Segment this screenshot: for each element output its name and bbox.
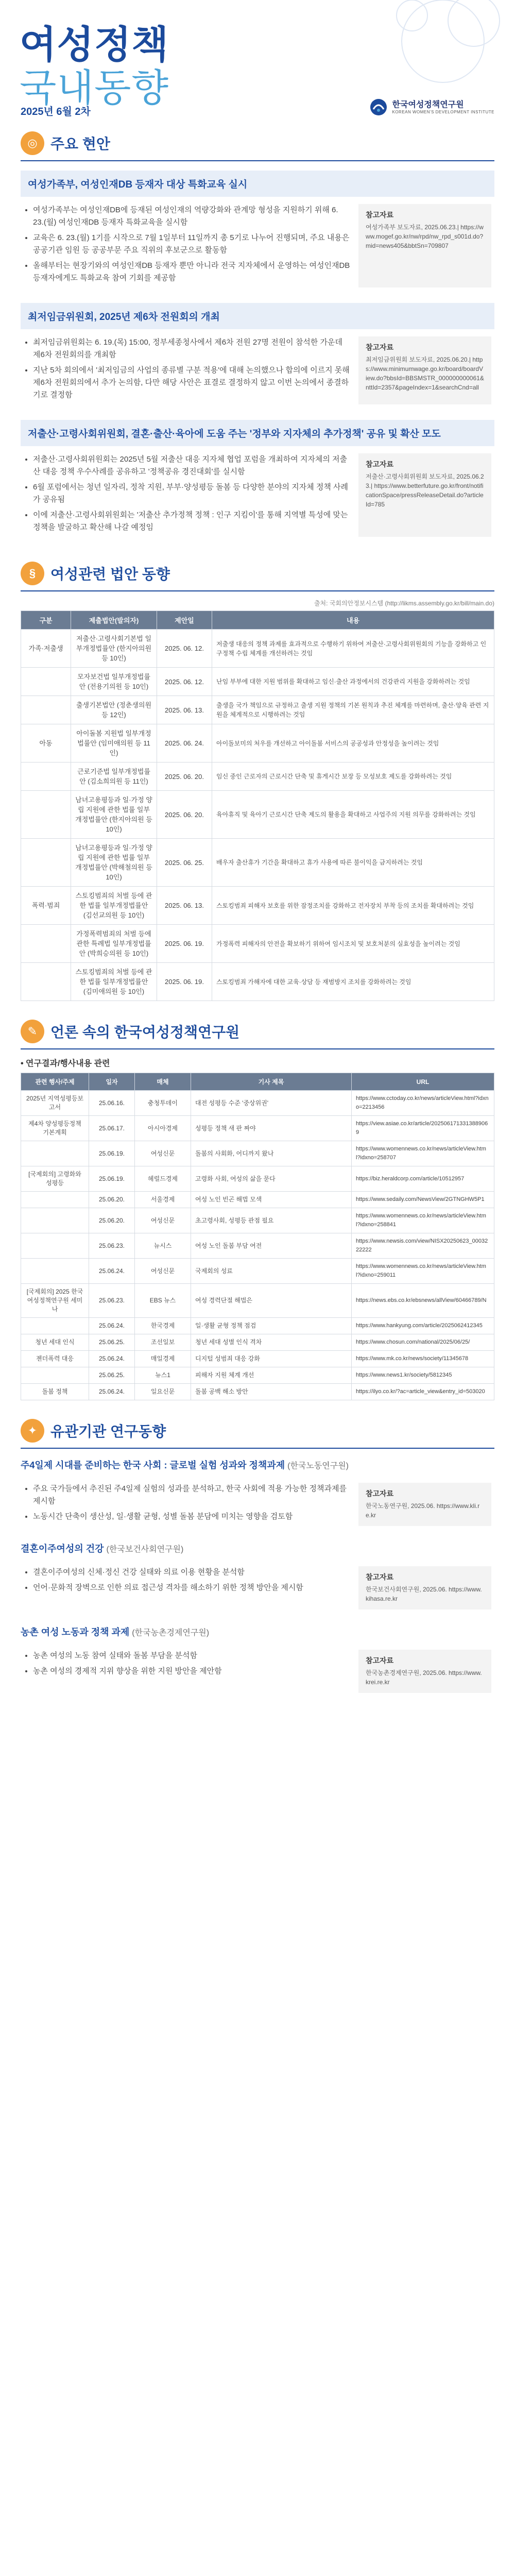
media-article-title: 청년 세대 성별 인식 격차 bbox=[191, 1334, 352, 1351]
law-bill: 근로기준법 일부개정법률안 (김소희의원 등 11인) bbox=[71, 762, 157, 791]
research-title-text: 주4일제 시대를 준비하는 한국 사회 : 글로벌 실험 성과와 정책과제 bbox=[21, 1460, 285, 1470]
law-bill: 모자보건법 일부개정법률안 (전용기의원 등 10인) bbox=[71, 668, 157, 696]
section-title: 언론 속의 한국여성정책연구원 bbox=[50, 1024, 240, 1040]
media-date: 25.06.23. bbox=[89, 1233, 135, 1259]
section-header-issues bbox=[21, 131, 494, 161]
research-item bbox=[21, 1541, 494, 1616]
law-row bbox=[21, 762, 494, 791]
media-outlet: 여성신문 bbox=[135, 1141, 191, 1166]
media-article-link[interactable]: https://www.chosun.com/national/2025/06/25/ bbox=[352, 1334, 494, 1351]
reference-link[interactable]: 여성가족부 보도자료, 2025.06.23.| https://www.mogef.go.kr/nw/rpd/nw_rpd_s001d.do?mid=news405&bbtSn=709807 bbox=[366, 224, 484, 249]
media-article-link[interactable]: https://ilyo.co.kr/?ac=article_view&entry_id=503020 bbox=[352, 1384, 494, 1400]
media-article-title: 여성 경력단절 해법은 bbox=[191, 1284, 352, 1318]
law-date: 2025. 06. 25. bbox=[157, 839, 212, 887]
reference-title: 참고자료 bbox=[366, 343, 394, 351]
law-bill: 출생기본법안 (정춘생의원 등 12인) bbox=[71, 696, 157, 724]
news-bullet: • 올해부터는 현장기와의 여성인재DB 등재자 뿐만 아니라 전국 지자체에서 운영하는 여성인재DB 등재자에게도 특화교육 참여 기회를 제공함 bbox=[33, 260, 350, 284]
media-date: 25.06.20. bbox=[89, 1192, 135, 1208]
reference-box bbox=[358, 1483, 491, 1526]
section-header-research bbox=[21, 1419, 494, 1449]
media-row bbox=[21, 1318, 494, 1334]
news-text bbox=[24, 453, 350, 537]
media-table-wrap bbox=[21, 1057, 494, 1400]
law-bill: 가정폭력범죄의 처벌 등에 관한 특례법 일부개정법률안 (박희승의원 등 10인) bbox=[71, 925, 157, 963]
media-article-title: 돌봄의 사회화, 어디까지 왔나 bbox=[191, 1141, 352, 1166]
law-row bbox=[21, 791, 494, 839]
media-article-title: 성평등 정책 새 판 짜야 bbox=[191, 1116, 352, 1141]
law-row bbox=[21, 925, 494, 963]
law-row bbox=[21, 887, 494, 925]
media-article-title: 고령화 사회, 여성의 삶을 묻다 bbox=[191, 1166, 352, 1192]
media-topic bbox=[21, 1233, 89, 1259]
reference-title: 참고자료 bbox=[366, 1489, 394, 1498]
news-bullet: • 최저임금위원회는 6. 19.(목) 15:00, 정부세종청사에서 제6차 전원 27명 전원이 참석한 가운데 제6차 전원회의를 개최함 bbox=[33, 336, 350, 361]
research-title bbox=[21, 1458, 494, 1471]
law-category bbox=[21, 668, 71, 696]
media-outlet: EBS 뉴스 bbox=[135, 1284, 191, 1318]
research-body bbox=[21, 1642, 494, 1699]
media-row bbox=[21, 1208, 494, 1233]
news-body bbox=[21, 329, 494, 411]
media-row bbox=[21, 1233, 494, 1259]
media-row bbox=[21, 1116, 494, 1141]
media-date: 25.06.25. bbox=[89, 1334, 135, 1351]
masthead bbox=[0, 0, 515, 116]
law-content: 저출생 대응의 정책 과제를 효과적으로 수행하기 위하여 저출산·고령사회위원회의 기능을 강화하고 인구정책 수립 체계를 개선하려는 것임 bbox=[212, 630, 494, 668]
law-date: 2025. 06. 20. bbox=[157, 762, 212, 791]
research-text bbox=[24, 1483, 350, 1526]
media-topic bbox=[21, 1318, 89, 1334]
news-text bbox=[24, 336, 350, 404]
media-table bbox=[21, 1073, 494, 1400]
media-topic: 청년 세대 인식 bbox=[21, 1334, 89, 1351]
research-text bbox=[24, 1650, 350, 1693]
media-outlet: 여성신문 bbox=[135, 1208, 191, 1233]
media-date: 25.06.20. bbox=[89, 1208, 135, 1233]
org-logo-icon bbox=[369, 98, 388, 116]
media-row bbox=[21, 1192, 494, 1208]
reference-title: 참고자료 bbox=[366, 1573, 394, 1581]
research-bullets bbox=[24, 1566, 350, 1594]
law-row bbox=[21, 696, 494, 724]
media-article-link[interactable]: https://news.ebs.co.kr/ebsnews/allView/60466789/N bbox=[352, 1284, 494, 1318]
media-outlet: 조선일보 bbox=[135, 1334, 191, 1351]
media-date: 25.06.23. bbox=[89, 1284, 135, 1318]
reference-box bbox=[358, 204, 491, 287]
law-category bbox=[21, 963, 71, 1001]
media-date: 25.06.19. bbox=[89, 1141, 135, 1166]
media-article-link[interactable]: https://www.womennews.co.kr/news/articleView.html?idxno=259011 bbox=[352, 1259, 494, 1284]
research-bullet: • 결혼이주여성의 신체·정신 건강 실태와 의료 이용 현황을 분석함 bbox=[33, 1566, 350, 1579]
law-content: 배우자 출산휴가 기간을 확대하고 휴가 사용에 따른 불이익을 금지하려는 것임 bbox=[212, 839, 494, 887]
media-outlet: 매일경제 bbox=[135, 1351, 191, 1367]
media-article-title: 대전 성평등 수준 '중상위권' bbox=[191, 1091, 352, 1116]
news-bullets bbox=[24, 336, 350, 401]
issue-date: 2025년 6월 2차 bbox=[21, 106, 91, 117]
news-bullet: • 여성가족부는 여성인재DB에 등재된 여성인재의 역량강화와 관계망 형성을 지원하기 위해 6. 23.(월) 여성인재DB 등재자 특화교육을 실시함 bbox=[33, 204, 350, 229]
law-header-content: 내용 bbox=[212, 611, 494, 630]
research-title-text: 농촌 여성 노동과 정책 과제 bbox=[21, 1627, 130, 1637]
law-header-category: 구분 bbox=[21, 611, 71, 630]
law-category bbox=[21, 696, 71, 724]
reference-title: 참고자료 bbox=[366, 1656, 394, 1665]
reference-link[interactable]: 한국보건사회연구원, 2025.06. https://www.kihasa.re.kr bbox=[366, 1586, 482, 1602]
news-title: 여성가족부, 여성인재DB 등재자 대상 특화교육 실시 bbox=[21, 171, 494, 197]
reference-box bbox=[358, 1566, 491, 1609]
media-outlet: 충청투데이 bbox=[135, 1091, 191, 1116]
law-row bbox=[21, 630, 494, 668]
media-date: 25.06.24. bbox=[89, 1351, 135, 1367]
law-content: 아이돌보미의 처우를 개선하고 아이돌봄 서비스의 공공성과 안정성을 높이려는 것임 bbox=[212, 724, 494, 762]
media-article-link[interactable]: https://www.hankyung.com/article/2025062412345 bbox=[352, 1318, 494, 1334]
law-category bbox=[21, 762, 71, 791]
research-body bbox=[21, 1476, 494, 1532]
law-category: 폭력·범죄 bbox=[21, 887, 71, 925]
newsletter-title-line1: 여성정책 bbox=[20, 23, 169, 66]
media-topic: 2025년 지역성평등보고서 bbox=[21, 1091, 89, 1116]
media-header-date: 일자 bbox=[89, 1073, 135, 1091]
news-bullet: • 지난 5차 회의에서 '최저임금의 사업의 종류별 구분 적용'에 대해 논의했으나 합의에 이르지 못해 제6차 전원회의에서 추가 논의함, 다만 해당 사안은 표결로 결정하지 않고 이번 논의에서 종결하기로 결정함 bbox=[33, 364, 350, 401]
media-article-link[interactable]: https://www.newsis.com/view/NISX20250623_0003222222 bbox=[352, 1233, 494, 1259]
section-header-media bbox=[21, 1020, 494, 1049]
media-topic bbox=[21, 1208, 89, 1233]
section-header-law bbox=[21, 562, 494, 591]
law-content: 스토킹범죄 가해자에 대한 교육·상담 등 재범방지 조치를 강화하려는 것임 bbox=[212, 963, 494, 1001]
law-row bbox=[21, 668, 494, 696]
media-article-link[interactable]: https://view.asiae.co.kr/article/2025061713313889069 bbox=[352, 1116, 494, 1141]
media-date: 25.06.25. bbox=[89, 1367, 135, 1384]
media-row bbox=[21, 1141, 494, 1166]
media-topic: [국제회의] 2025 한국여성정책연구원 세미나 bbox=[21, 1284, 89, 1318]
media-row bbox=[21, 1259, 494, 1284]
law-content: 난임 부부에 대한 지원 범위를 확대하고 임신·출산 과정에서의 건강관리 지원을 강화하려는 것임 bbox=[212, 668, 494, 696]
research-item bbox=[21, 1458, 494, 1532]
news-title: 저출산·고령사회위원회, 결혼·출산·육아에 도움 주는 '정부와 지자체의 추가정책' 공유 및 확산 모도 bbox=[21, 420, 494, 446]
law-content: 가정폭력 피해자의 안전을 확보하기 위하여 임시조치 및 보호처분의 실효성을 높이려는 것임 bbox=[212, 925, 494, 963]
law-header-date: 제안일 bbox=[157, 611, 212, 630]
research-text bbox=[24, 1566, 350, 1609]
media-outlet: 서울경제 bbox=[135, 1192, 191, 1208]
law-source-note: 출처: 국회의안정보시스템 (http://likms.assembly.go.kr/bill/main.do) bbox=[314, 600, 494, 607]
research-bullet: • 언어·문화적 장벽으로 인한 의료 접근성 격차를 해소하기 위한 정책 방안을 제시함 bbox=[33, 1582, 350, 1594]
section-icon: ◎ bbox=[21, 131, 44, 155]
news-bullet: • 교육은 6. 23.(월) 1기를 시작으로 7월 1일부터 11일까지 총 5기로 나누어 진행되며, 주요 내용은 공공기관 임원 등 공공부문 주요 직위의 후보군으로 활동함 bbox=[33, 232, 350, 257]
research-body bbox=[21, 1559, 494, 1616]
research-bullets bbox=[24, 1650, 350, 1677]
research-bullet: • 주요 국가들에서 추진된 주4일제 실험의 성과를 분석하고, 한국 사회에 적용 가능한 정책과제를 제시함 bbox=[33, 1483, 350, 1507]
media-topic: 젠더폭력 대응 bbox=[21, 1351, 89, 1367]
media-date: 25.06.16. bbox=[89, 1091, 135, 1116]
media-outlet: 한국경제 bbox=[135, 1318, 191, 1334]
law-bill: 스토킹범죄의 처벌 등에 관한 법률 일부개정법률안 (김미애의원 등 10인) bbox=[71, 963, 157, 1001]
law-category bbox=[21, 791, 71, 839]
news-item bbox=[21, 420, 494, 543]
law-bill: 아이돌봄 지원법 일부개정법률안 (임미애의원 등 11인) bbox=[71, 724, 157, 762]
research-title bbox=[21, 1625, 494, 1638]
section-title: 주요 현안 bbox=[50, 136, 110, 152]
law-date: 2025. 06. 19. bbox=[157, 925, 212, 963]
law-bill: 남녀고용평등과 일·가정 양립 지원에 관한 법률 일부개정법률안 (한지아의원 등 10인) bbox=[71, 791, 157, 839]
media-article-link[interactable]: https://www.cctoday.co.kr/news/articleView.html?idxno=2213456 bbox=[352, 1091, 494, 1116]
media-row bbox=[21, 1166, 494, 1192]
news-body bbox=[21, 446, 494, 543]
reference-link[interactable]: 최저임금위원회 보도자료, 2025.06.20.| https://www.minimumwage.go.kr/board/boardView.do?bbsId=BBSMSTR_000000000061&nttId=2357&pageIndex=1&searchCnd=all bbox=[366, 356, 484, 391]
section-icon: § bbox=[21, 562, 44, 585]
section-title: 여성관련 법안 동향 bbox=[50, 566, 170, 582]
research-bullets bbox=[24, 1483, 350, 1523]
media-topic: 돌봄 정책 bbox=[21, 1384, 89, 1400]
media-outlet: 헤럴드경제 bbox=[135, 1166, 191, 1192]
research-org: (한국노동연구원) bbox=[287, 1462, 349, 1470]
media-article-title: 디지털 성범죄 대응 강화 bbox=[191, 1351, 352, 1367]
news-bullet: • 저출산·고령사회위원회는 2025년 5월 저출산 대응 지자체 협업 포럼을 개최하여 지자체의 저출산 대응 정책 우수사례를 공유하고 '정책공유 경진대회'를 실시함 bbox=[33, 453, 350, 478]
media-caption: • 연구결과/행사내용 관련 bbox=[21, 1059, 110, 1068]
media-article-link[interactable]: https://www.sedaily.com/NewsView/2GTNGHW5P1 bbox=[352, 1192, 494, 1208]
research-item bbox=[21, 1625, 494, 1699]
org-english-name: KOREAN WOMEN'S DEVELOPMENT INSTITUTE bbox=[392, 109, 494, 114]
reference-title: 참고자료 bbox=[366, 460, 394, 468]
org-name: 한국여성정책연구원 bbox=[392, 100, 464, 109]
research-bullet: • 노동시간 단축이 생산성, 일·생활 균형, 성별 돌봄 분담에 미치는 영향을 검토함 bbox=[33, 1511, 350, 1523]
law-date: 2025. 06. 20. bbox=[157, 791, 212, 839]
law-content: 스토킹범죄 피해자 보호를 위한 잠정조치를 강화하고 전자장치 부착 등의 조치를 확대하려는 것임 bbox=[212, 887, 494, 925]
news-bullets bbox=[24, 453, 350, 534]
reference-title: 참고자료 bbox=[366, 211, 394, 219]
media-header-outlet: 매체 bbox=[135, 1073, 191, 1091]
newsletter-title-line2: 국내동향 bbox=[20, 66, 169, 109]
media-row bbox=[21, 1351, 494, 1367]
law-bill: 남녀고용평등과 일·가정 양립 지원에 관한 법률 일부개정법률안 (박해철의원 등 10인) bbox=[71, 839, 157, 887]
law-date: 2025. 06. 13. bbox=[157, 696, 212, 724]
media-topic bbox=[21, 1192, 89, 1208]
law-header-bill: 제출법안(발의자) bbox=[71, 611, 157, 630]
media-article-link[interactable]: https://www.news1.kr/society/5812345 bbox=[352, 1367, 494, 1384]
news-item bbox=[21, 171, 494, 294]
law-table bbox=[21, 611, 494, 1001]
media-header-url: URL bbox=[352, 1073, 494, 1091]
media-article-title: 일·생활 균형 정책 점검 bbox=[191, 1318, 352, 1334]
law-date: 2025. 06. 13. bbox=[157, 887, 212, 925]
reference-link[interactable]: 한국노동연구원, 2025.06. https://www.kli.re.kr bbox=[366, 1502, 480, 1519]
law-content: 출생을 국가 책임으로 규정하고 출생 지원 정책의 기본 원칙과 추진 체계를 마련하며, 출산·양육 관련 지원을 체계적으로 시행하려는 것임 bbox=[212, 696, 494, 724]
law-category bbox=[21, 925, 71, 963]
media-row bbox=[21, 1284, 494, 1318]
section-icon: ✦ bbox=[21, 1419, 44, 1443]
law-category: 가족·저출생 bbox=[21, 630, 71, 668]
news-item bbox=[21, 303, 494, 411]
news-body bbox=[21, 197, 494, 294]
media-date: 25.06.24. bbox=[89, 1318, 135, 1334]
news-bullet: • 6월 포럼에서는 청년 일자리, 정착 지원, 부부·양성평등 돌봄 등 다양한 분야의 지자체 정책 사례가 공유됨 bbox=[33, 481, 350, 506]
reference-box bbox=[358, 453, 491, 537]
media-article-link[interactable]: https://www.womennews.co.kr/news/articleView.html?idxno=258841 bbox=[352, 1208, 494, 1233]
law-date: 2025. 06. 12. bbox=[157, 630, 212, 668]
reference-link[interactable]: 한국농촌경제연구원, 2025.06. https://www.krei.re.kr bbox=[366, 1669, 482, 1686]
org-branding bbox=[369, 98, 494, 116]
news-bullet: • 이에 저출산·고령사회위원회는 '저출산 추가정책 정책 : 인구 지킴이'를 통해 지역별 특성에 맞는 정책을 발굴하고 확산해 나갈 예정임 bbox=[33, 509, 350, 534]
media-outlet: 일요신문 bbox=[135, 1384, 191, 1400]
law-row bbox=[21, 839, 494, 887]
section-icon: ✎ bbox=[21, 1020, 44, 1043]
media-article-title: 초고령사회, 성평등 관점 필요 bbox=[191, 1208, 352, 1233]
media-topic bbox=[21, 1367, 89, 1384]
media-row bbox=[21, 1334, 494, 1351]
media-article-title: 여성 노인 돌봄 부담 여전 bbox=[191, 1233, 352, 1259]
reference-link[interactable]: 저출산·고령사회위원회 보도자료, 2025.06.23.| https://www.betterfuture.go.kr/front/notificationSpace/pressReleaseDetail.do?articleId=785 bbox=[366, 473, 484, 508]
media-article-title: 피해자 지원 체계 개선 bbox=[191, 1367, 352, 1384]
news-title: 최저임금위원회, 2025년 제6차 전원회의 개최 bbox=[21, 303, 494, 329]
law-bill: 스토킹범죄의 처벌 등에 관한 법률 일부개정법률안 (김선교의원 등 10인) bbox=[71, 887, 157, 925]
law-date: 2025. 06. 12. bbox=[157, 668, 212, 696]
media-row bbox=[21, 1367, 494, 1384]
law-bill: 저출산·고령사회기본법 일부개정법률안 (한지아의원 등 10인) bbox=[71, 630, 157, 668]
law-date: 2025. 06. 24. bbox=[157, 724, 212, 762]
law-row bbox=[21, 724, 494, 762]
media-header-title: 기사 제목 bbox=[191, 1073, 352, 1091]
law-category bbox=[21, 839, 71, 887]
media-header-topic: 관련 행사/주제 bbox=[21, 1073, 89, 1091]
research-org: (한국보건사회연구원) bbox=[106, 1545, 184, 1554]
media-topic: [국제회의] 고령화와 성평등 bbox=[21, 1166, 89, 1192]
law-content: 임신 중인 근로자의 근로시간 단축 및 휴게시간 보장 등 모성보호 제도를 강화하려는 것임 bbox=[212, 762, 494, 791]
media-article-title: 여성 노인 빈곤 해법 모색 bbox=[191, 1192, 352, 1208]
research-bullet: • 농촌 여성의 노동 참여 실태와 돌봄 부담을 분석함 bbox=[33, 1650, 350, 1662]
media-row bbox=[21, 1384, 494, 1400]
media-outlet: 뉴스1 bbox=[135, 1367, 191, 1384]
research-org: (한국농촌경제연구원) bbox=[132, 1629, 210, 1637]
media-outlet: 뉴시스 bbox=[135, 1233, 191, 1259]
media-topic bbox=[21, 1259, 89, 1284]
reference-box bbox=[358, 1650, 491, 1693]
media-article-title: 돌봄 공백 해소 방안 bbox=[191, 1384, 352, 1400]
media-date: 25.06.17. bbox=[89, 1116, 135, 1141]
law-category: 아동 bbox=[21, 724, 71, 762]
law-date: 2025. 06. 19. bbox=[157, 963, 212, 1001]
media-date: 25.06.19. bbox=[89, 1166, 135, 1192]
media-article-link[interactable]: https://www.womennews.co.kr/news/articleView.html?idxno=258707 bbox=[352, 1141, 494, 1166]
media-article-link[interactable]: https://www.mk.co.kr/news/society/11345678 bbox=[352, 1351, 494, 1367]
media-topic bbox=[21, 1141, 89, 1166]
research-bullet: • 농촌 여성의 경제적 지위 향상을 위한 지원 방안을 제안함 bbox=[33, 1665, 350, 1677]
research-title bbox=[21, 1541, 494, 1555]
reference-box bbox=[358, 336, 491, 404]
news-text bbox=[24, 204, 350, 287]
media-date: 25.06.24. bbox=[89, 1259, 135, 1284]
media-topic: 제4차 양성평등정책 기본계획 bbox=[21, 1116, 89, 1141]
media-article-link[interactable]: https://biz.heraldcorp.com/article/10512957 bbox=[352, 1166, 494, 1192]
law-content: 육아휴직 및 육아기 근로시간 단축 제도의 활용을 확대하고 사업주의 지원 의무를 강화하려는 것임 bbox=[212, 791, 494, 839]
law-table-wrap bbox=[21, 599, 494, 1001]
media-outlet: 아시아경제 bbox=[135, 1116, 191, 1141]
section-title: 유관기관 연구동향 bbox=[50, 1423, 166, 1439]
media-date: 25.06.24. bbox=[89, 1384, 135, 1400]
law-row bbox=[21, 963, 494, 1001]
header-decoration bbox=[227, 0, 515, 93]
media-row bbox=[21, 1091, 494, 1116]
media-outlet: 여성신문 bbox=[135, 1259, 191, 1284]
news-bullets bbox=[24, 204, 350, 284]
media-article-title: 국제회의 성료 bbox=[191, 1259, 352, 1284]
research-title-text: 결혼이주여성의 건강 bbox=[21, 1544, 104, 1554]
